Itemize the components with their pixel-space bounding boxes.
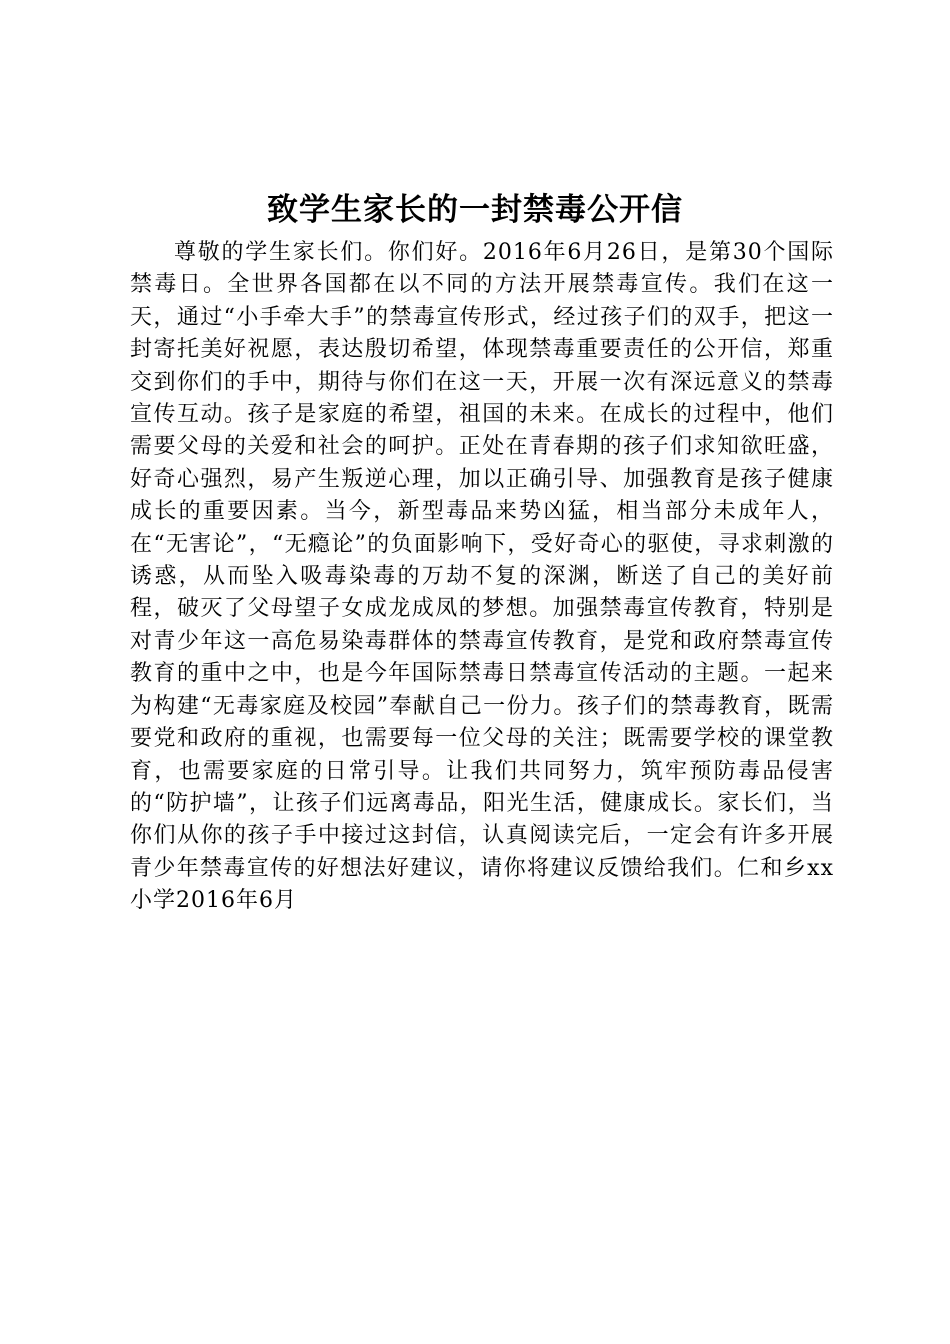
document-body-paragraph: 尊敬的学生家长们。你们好。2016年6月26日，是第30个国际禁毒日。全世界各国都在以不同的方法开展禁毒宣传。我们在这一天，通过“小手牵大手”的禁毒宣传形式，经过孩子们的双手，把这一封寄托美好祝愿，表达殷切希望，体现禁毒重要责任的公开信，郑重交到你们的手中，期待与你们在这一天，开展一次有深远意义的禁毒宣传互动。孩子是家庭的希望，祖国的未来。在成长的过程中，他们需要父母的关爱和社会的呵护。正处在青春期的孩子们求知欲旺盛，好奇心强烈，易产生叛逆心理，加以正确引导、加强教育是孩子健康成长的重要因素。当今，新型毒品来势凶猛，相当部分未成年人，在“无害论”，“无瘾论”的负面影响下，受好奇心的驱使，寻求刺激的诱惑，从而坠入吸毒染毒的万劫不复的深渊，断送了自己的美好前程，破灭了父母望子女成龙成凤的梦想。加强禁毒宣传教育，特别是对青少年这一高危易染毒群体的禁毒宣传教育，是党和政府禁毒宣传教育的重中之中，也是今年国际禁毒日禁毒宣传活动的主题。一起来为构建“无毒家庭及校园”奉献自己一份力。孩子们的禁毒教育，既需要党和政府的重视，也需要每一位父母的关注；既需要学校的课堂教育，也需要家庭的日常引导。让我们共同努力，筑牢预防毒品侵害的“防护墙”，让孩子们远离毒品，阳光生活，健康成长。家长们，当你们从你的孩子手中接过这封信，认真阅读完后，一定会有许多开展青少年禁毒宣传的好想法好建议，请你将建议反馈给我们。仁和乡xx小学2016年6月 bbox=[130, 240, 834, 914]
document-title: 致学生家长的一封禁毒公开信 bbox=[267, 192, 683, 228]
